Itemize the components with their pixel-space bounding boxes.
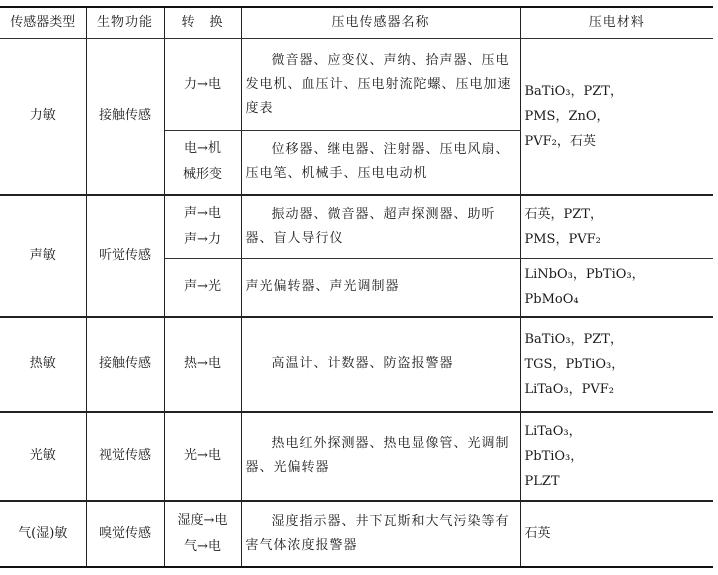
piezoelectric-sensor-table: [0, 6, 713, 568]
table-row: [0, 317, 713, 412]
cell-sensor-type: 力敏: [0, 39, 86, 195]
conversion-line: 声→力: [184, 231, 221, 247]
cell-conversion: [164, 39, 241, 131]
cell-conversion: [164, 259, 241, 317]
cell-sensor-name: 振动器、微音器、超声探测器、助听器、盲人导行仪: [241, 195, 520, 259]
cell-sensor-type: 声敏: [0, 195, 86, 317]
material-line: BaTiO₃，PZT，: [524, 83, 623, 99]
material-line: 石英: [524, 526, 551, 541]
cell-conversion: [164, 317, 241, 412]
cell-sensor-type: 热敏: [0, 317, 86, 412]
cell-sensor-type: 气(湿)敏: [0, 501, 86, 567]
conversion-line: 声→光: [184, 279, 221, 295]
cell-sensor-name: 热电红外探测器、热电显像管、光调制器、光偏转器: [241, 412, 520, 501]
cell-sensor-name: 位移器、继电器、注射器、压电风扇、压电笔、机械手、压电电动机: [241, 131, 520, 195]
cell-material: [520, 501, 713, 567]
cell-bio-function: 接触传感: [86, 317, 164, 412]
header-row: [0, 7, 713, 39]
cell-bio-function: 听觉传感: [86, 195, 164, 317]
conversion-line: 力→电: [184, 76, 221, 92]
cell-sensor-name: 微音器、应变仪、声纳、拾声器、压电发电机、血压计、压电射流陀螺、压电加速度表: [241, 39, 520, 131]
cell-material: [520, 412, 713, 501]
table-row: [0, 501, 713, 567]
cell-sensor-name: 湿度指示器、井下瓦斯和大气污染等有害气体浓度报警器: [241, 501, 520, 567]
cell-sensor-type: 光敏: [0, 412, 86, 501]
header-sensor-type: 传感器类型: [0, 7, 86, 39]
material-line: LiTaO₃，: [524, 423, 582, 439]
cell-material: [520, 259, 713, 317]
table-row: [0, 39, 713, 131]
conversion-line: 气→电: [184, 538, 221, 554]
material-line: PVF₂，石英: [524, 133, 596, 149]
cell-conversion: [164, 412, 241, 501]
material-line: 石英，PZT，: [524, 206, 603, 222]
material-line: PbTiO₃，: [524, 448, 584, 464]
table-row: [0, 195, 713, 259]
cell-sensor-name: 高温计、计数器、防盗报警器: [241, 317, 520, 412]
material-line: BaTiO₃，PZT，: [524, 331, 623, 347]
conversion-line: 械形变: [182, 167, 222, 183]
material-line: LiNbO₃，PbTiO₃，: [524, 267, 645, 283]
cell-material: [520, 317, 713, 412]
material-line: PLZT: [524, 473, 560, 489]
cell-bio-function: 接触传感: [86, 39, 164, 195]
cell-bio-function: 嗅觉传感: [86, 501, 164, 567]
material-line: LiTaO₃，PVF₂: [524, 381, 614, 397]
cell-conversion: [164, 501, 241, 567]
table-row: [0, 412, 713, 501]
header-material: 压电材料: [520, 7, 713, 39]
cell-bio-function: 视觉传感: [86, 412, 164, 501]
header-sensor-name: 压电传感器名称: [241, 7, 520, 39]
material-line: PbMoO₄: [524, 292, 579, 308]
cell-material: [520, 39, 713, 195]
conversion-line: 声→电: [184, 205, 221, 221]
conversion-line: 电→机: [184, 141, 221, 157]
header-bio-function: 生物功能: [86, 7, 164, 39]
conversion-line: 热→电: [184, 356, 221, 371]
cell-conversion: [164, 131, 241, 195]
cell-sensor-name: 声光偏转器、声光调制器: [241, 259, 520, 317]
material-line: PMS，PVF₂: [524, 231, 601, 247]
cell-conversion: [164, 195, 241, 259]
conversion-line: 湿度→电: [177, 512, 228, 528]
header-conversion: 转 换: [164, 7, 241, 39]
material-line: PMS，ZnO，: [524, 108, 610, 124]
conversion-line: 光→电: [184, 448, 221, 463]
material-line: TGS，PbTiO₃，: [524, 356, 625, 372]
cell-material: [520, 195, 713, 259]
